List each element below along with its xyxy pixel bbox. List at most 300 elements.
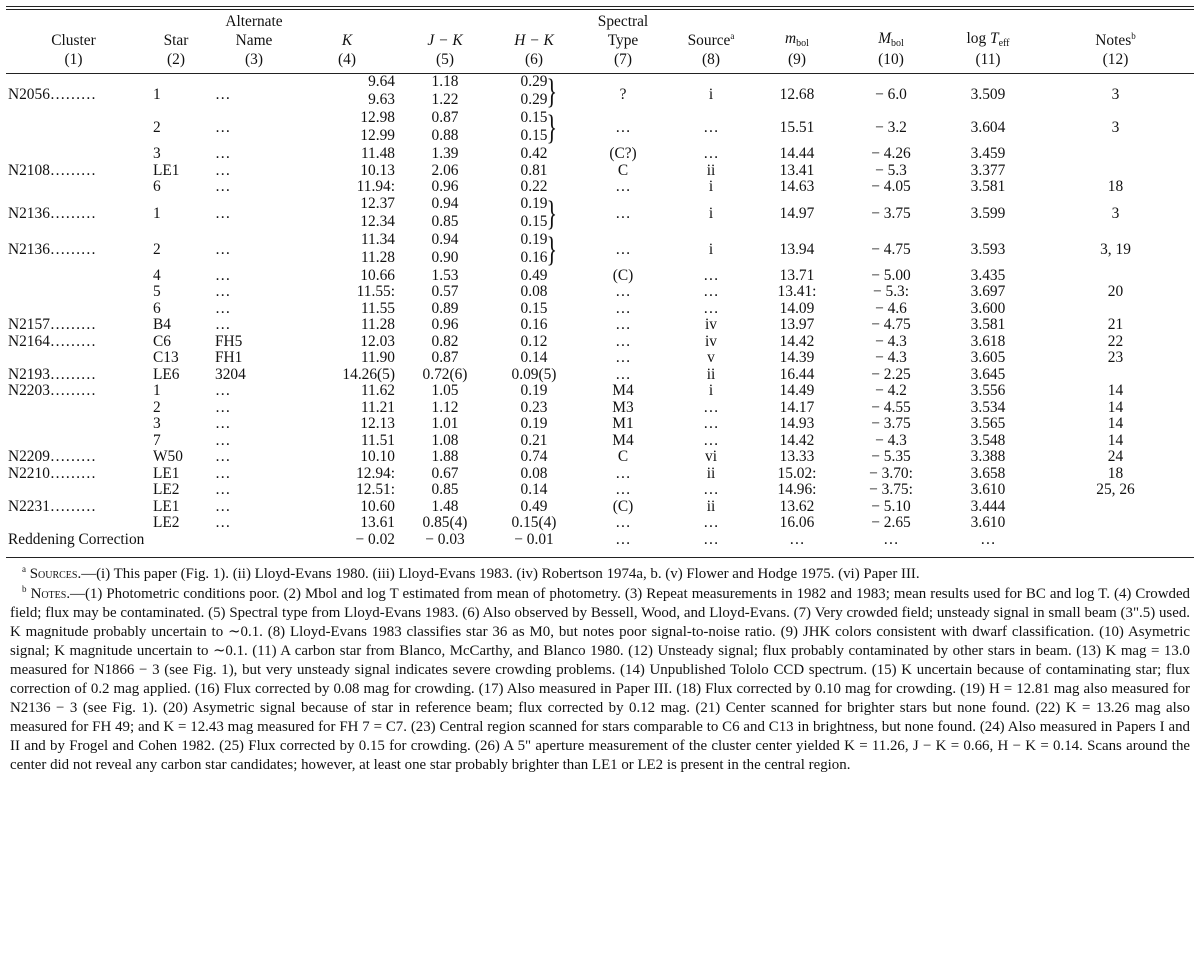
h-k-cell: 0.09(5)	[511, 365, 557, 383]
table-row	[6, 74, 1194, 111]
table-row	[6, 232, 1194, 268]
cluster-cell	[6, 400, 141, 416]
m-bol-cell: 16.06	[779, 514, 815, 532]
source-cell: …	[703, 415, 719, 433]
log-teff-cell: 3.610	[970, 481, 1006, 499]
j-k-cell: 0.72(6)	[422, 365, 468, 383]
log-teff-cell: 3.599	[970, 204, 1006, 222]
star-cell: W50	[153, 448, 183, 466]
spectral-type-cell: …	[615, 316, 631, 334]
j-k-cell: 1.39	[431, 145, 459, 163]
alternate-name-cell: …	[215, 86, 231, 104]
spectral-type-cell: C	[617, 448, 629, 466]
cluster-cell	[6, 482, 141, 498]
star-cell: B4	[153, 316, 171, 334]
table-row	[6, 499, 1194, 515]
notes-cell: 14	[1107, 431, 1124, 449]
column-header-12: Notes$^b$ (12)	[1037, 10, 1194, 74]
header-row	[6, 10, 1194, 74]
m-bol-cell: 13.62	[779, 497, 815, 515]
alternate-name-cell: …	[215, 266, 231, 284]
M-bol-cell: − 4.75	[871, 316, 911, 334]
table-row	[6, 163, 1194, 179]
j-k-cell: 0.89	[431, 299, 459, 317]
source-cell: ii	[706, 161, 716, 179]
M-bol-cell: − 3.2	[875, 119, 907, 137]
source-cell: …	[703, 299, 719, 317]
log-teff-cell: 3.605	[970, 349, 1006, 367]
alternate-name-cell: …	[215, 316, 231, 334]
M-bol-cell: …	[883, 530, 899, 548]
cluster-cell: N2164………	[8, 332, 97, 350]
log-teff-cell: 3.581	[970, 316, 1006, 334]
footnote-a	[10, 564, 1190, 584]
cluster-cell: N2108………	[8, 161, 97, 179]
j-k-cell: − 0.03	[425, 530, 465, 548]
j-k-cell: 1.05	[431, 382, 459, 400]
source-cell: …	[703, 119, 719, 137]
M-bol-cell: − 2.65	[871, 514, 911, 532]
star-cell: 2	[153, 398, 161, 416]
alternate-name-cell: …	[215, 119, 231, 137]
table-header	[6, 10, 1194, 74]
cluster-cell	[6, 301, 141, 317]
M-bol-cell: − 3.75	[871, 204, 911, 222]
alternate-name-cell: …	[215, 514, 231, 532]
notes-cell: 3	[1111, 119, 1120, 137]
brace-mark: }	[546, 107, 557, 148]
brace-mark: }	[546, 192, 557, 233]
footnotes	[6, 558, 1194, 775]
k-cell: 9.64 9.63	[368, 73, 395, 109]
spectral-type-cell: …	[615, 365, 631, 383]
M-bol-cell: − 4.3	[875, 349, 907, 367]
footnote-b-heading: Notes.	[30, 586, 71, 602]
cluster-cell	[6, 284, 141, 300]
star-cell: 3	[153, 145, 161, 163]
k-cell: 12.94:	[356, 464, 395, 482]
h-k-cell: 0.15 0.15 }	[520, 107, 557, 148]
h-k-cell: 0.14	[520, 481, 548, 499]
m-bol-cell: 13.41:	[777, 283, 817, 301]
log-teff-cell: 3.534	[970, 398, 1006, 416]
notes-cell: 3, 19	[1100, 240, 1131, 258]
M-bol-cell: − 5.3	[875, 161, 907, 179]
table-row	[6, 416, 1194, 432]
m-bol-cell: …	[789, 530, 805, 548]
alternate-name-cell: …	[215, 145, 231, 163]
log-teff-cell: 3.593	[970, 240, 1006, 258]
cluster-cell	[6, 179, 141, 195]
cluster-cell	[6, 350, 141, 366]
M-bol-cell: − 5.00	[871, 266, 911, 284]
column-header-2: Star (2)	[141, 10, 211, 74]
alternate-name-cell: …	[215, 299, 231, 317]
spectral-type-cell: C	[617, 161, 629, 179]
notes-cell	[1037, 163, 1194, 179]
h-k-cell: 0.42	[520, 145, 548, 163]
j-k-cell: 0.96	[431, 178, 459, 196]
M-bol-cell: − 4.6	[875, 299, 907, 317]
table-row	[6, 268, 1194, 284]
spectral-type-cell: …	[615, 481, 631, 499]
source-cell: ii	[706, 497, 716, 515]
source-cell: v	[707, 349, 715, 367]
k-cell: 12.03	[360, 332, 395, 350]
notes-cell	[1037, 515, 1194, 531]
cluster-cell: N2209………	[8, 448, 97, 466]
m-bol-cell: 14.93	[779, 415, 815, 433]
source-cell: …	[703, 514, 719, 532]
source-cell: …	[703, 398, 719, 416]
m-bol-cell: 14.97	[779, 204, 815, 222]
j-k-cell: 1.08	[431, 431, 459, 449]
j-k-cell: 0.96	[431, 316, 459, 334]
h-k-cell: 0.19	[520, 415, 548, 433]
spectral-type-cell: …	[615, 514, 631, 532]
k-cell: 10.13	[360, 161, 395, 179]
source-cell: i	[708, 86, 714, 104]
M-bol-cell: − 4.2	[875, 382, 907, 400]
M-bol-cell: − 2.25	[871, 365, 911, 383]
notes-cell	[1037, 268, 1194, 284]
source-cell: i	[708, 204, 714, 222]
alternate-name-cell: FH5	[215, 332, 243, 350]
cluster-cell: N2210………	[8, 464, 97, 482]
spectral-type-cell: …	[615, 299, 631, 317]
alternate-name-cell: …	[215, 283, 231, 301]
notes-cell: 3	[1111, 86, 1120, 104]
m-bol-cell: 16.44	[779, 365, 815, 383]
alternate-name-cell: …	[215, 481, 231, 499]
k-cell: 11.55:	[356, 283, 395, 301]
log-teff-cell: 3.581	[970, 178, 1006, 196]
m-bol-cell: 13.71	[779, 266, 815, 284]
table-row	[6, 301, 1194, 317]
cluster-cell: N2136………	[8, 204, 97, 222]
k-cell: 12.98 12.99	[360, 109, 395, 145]
j-k-cell: 0.67	[431, 464, 459, 482]
log-teff-cell: 3.565	[970, 415, 1006, 433]
star-cell: LE1	[153, 497, 180, 515]
k-cell: 11.90	[360, 349, 395, 367]
star-cell: 2	[153, 240, 161, 258]
notes-cell: 20	[1107, 283, 1124, 301]
notes-cell: 3	[1111, 204, 1120, 222]
log-teff-cell: 3.444	[970, 497, 1006, 515]
h-k-cell: 0.15(4)	[511, 514, 557, 532]
h-k-cell: 0.14	[520, 349, 548, 367]
notes-cell: 18	[1107, 464, 1124, 482]
cluster-cell	[6, 433, 141, 449]
j-k-cell: 0.85(4)	[422, 514, 468, 532]
source-cell: i	[708, 382, 714, 400]
spectral-type-cell: …	[615, 349, 631, 367]
source-cell: iv	[705, 332, 717, 350]
M-bol-cell: − 3.70:	[869, 464, 913, 482]
star-cell: 5	[153, 283, 161, 301]
source-cell: iv	[705, 316, 717, 334]
source-cell: i	[708, 178, 714, 196]
log-teff-cell: …	[980, 530, 996, 548]
log-teff-cell: 3.610	[970, 514, 1006, 532]
alternate-name-cell: FH1	[215, 349, 243, 367]
log-teff-cell: 3.604	[970, 119, 1006, 137]
cluster-cell	[6, 515, 141, 531]
source-cell: vi	[705, 448, 717, 466]
log-teff-cell: 3.377	[970, 161, 1006, 179]
table-row	[6, 317, 1194, 333]
m-bol-cell: 14.17	[779, 398, 815, 416]
m-bol-cell: 14.49	[779, 382, 815, 400]
star-cell: 2	[153, 119, 161, 137]
alternate-name-cell: …	[215, 240, 231, 258]
k-cell: 11.28	[360, 316, 395, 334]
h-k-cell: 0.23	[520, 398, 548, 416]
j-k-cell: 0.94 0.85	[431, 194, 459, 230]
j-k-cell: 1.01	[431, 415, 459, 433]
footnote-a-text: —(i) This paper (Fig. 1). (ii) Lloyd-Evans 1980. (iii) Lloyd-Evans 1983. (iv) Robertson 1974a, b. (v) Flower and Hodge 1975. (vi) Paper III.	[81, 566, 920, 582]
footnote-b-text: —(1) Photometric conditions poor. (2) Mbol and log T estimated from mean of photometry. (3) Repeat measurements in 1982 and 1983; mean results used for BC and log T. (4) Crowded field; flux may be contaminated. (5) Spectral type from Lloyd-Evans 1983. (6) Also observed by Bessell, Wood, and Lloyd-Evans. (7) Very crowded field; unsteady signal in small beam (3".5) used. K magnitude probably uncertain to ∼0.1. (8) Lloyd-Evans 1983 classifies star 36 as M0, but notes poor signal-to-noise ratio. (9) JHK colors consistent with dwarf classification. (10) Asymetric signal; K magnitude uncertain to ∼0.1. (11) A carbon star from Blanco, McCarthy, and Blanco 1980. (12) Unsteady signal; flux probably contaminated by other stars in beam. (13) K mag = 13.0 measured for N1866 − 3 (see Fig. 1), but very unsteady signal indicates severe crowding problems. (14) Unpublished Tololo CCD spectrum. (15) K uncertain because of contaminating star; flux correction of 0.2 mag applied. (16) Flux corrected by 0.08 mag for crowding. (17) Also measured in Paper III. (18) Flux corrected by 0.10 mag for crowding. (19) H = 12.81 mag also measured for N2136 − 3 (see Fig. 1). (20) Asymetric signal because of star in reference beam; flux corrected by 0.12 mag. (21) Center scanned for brighter stars but none found. (22) K = 13.26 mag also measured for FH 49; and K = 12.43 mag measured for FH 7 = C7. (23) Central region scanned for stars comparable to C6 and C13 in brightness, but none found. (24) Also measured in Papers I and II and by Frogel and Cohen 1982. (25) Flux corrected by 0.15 for crowding. (26) A 5" aperture measurement of the cluster center yielded K = 11.26, J − K = 0.66, H − K = 0.14. Scans around the center did not reveal any carbon star candidates; however, at least one star probably brighter than LE1 or LE2 is present in the central region.	[10, 586, 1190, 774]
alternate-name-cell: …	[215, 497, 231, 515]
h-k-cell: 0.19 0.15 }	[520, 192, 557, 233]
m-bol-cell: 15.51	[779, 119, 815, 137]
k-cell: 13.61	[360, 514, 395, 532]
spectral-type-cell: …	[615, 178, 631, 196]
k-cell: 11.21	[360, 398, 395, 416]
h-k-cell: − 0.01	[514, 530, 554, 548]
cluster-cell: N2157………	[8, 316, 97, 334]
spectral-type-cell: ?	[619, 86, 627, 104]
h-k-cell: 0.08	[520, 283, 548, 301]
notes-cell	[1037, 146, 1194, 162]
column-header-6: H − K (6)	[493, 10, 575, 74]
M-bol-cell: − 5.35	[871, 448, 911, 466]
h-k-cell: 0.08	[520, 464, 548, 482]
h-k-cell: 0.19	[520, 382, 548, 400]
spectral-type-cell: (C)	[612, 497, 634, 515]
log-teff-cell: 3.618	[970, 332, 1006, 350]
m-bol-cell: 14.09	[779, 299, 815, 317]
star-cell: C13	[153, 349, 179, 367]
k-cell: 10.10	[360, 448, 395, 466]
m-bol-cell: 14.96:	[777, 481, 817, 499]
source-cell: ii	[706, 464, 716, 482]
spectral-type-cell: …	[615, 240, 631, 258]
notes-cell: 21	[1107, 316, 1124, 334]
m-bol-cell: 12.68	[779, 86, 815, 104]
spectral-type-cell: …	[615, 283, 631, 301]
notes-cell	[1037, 532, 1194, 551]
j-k-cell: 1.12	[431, 398, 459, 416]
m-bol-cell: 14.63	[779, 178, 815, 196]
j-k-cell: 0.85	[431, 481, 459, 499]
spectral-type-cell: …	[615, 464, 631, 482]
source-cell: …	[703, 266, 719, 284]
table-row	[6, 110, 1194, 146]
star-cell: LE6	[153, 365, 180, 383]
column-header-9: $m_{bol}$ (9)	[751, 10, 843, 74]
notes-cell: 14	[1107, 398, 1124, 416]
log-teff-cell: 3.556	[970, 382, 1006, 400]
table-row	[6, 179, 1194, 195]
h-k-cell: 0.12	[520, 332, 548, 350]
j-k-cell: 0.94 0.90	[431, 230, 459, 266]
alternate-name-cell: …	[215, 178, 231, 196]
j-k-cell: 1.18 1.22	[431, 73, 459, 109]
footnote-b	[10, 584, 1190, 775]
alternate-name-cell: …	[215, 415, 231, 433]
column-header-11: $\log T_{eff}$ (11)	[939, 10, 1037, 74]
notes-cell: 18	[1107, 178, 1124, 196]
table-row	[6, 350, 1194, 366]
k-cell: 11.62	[360, 382, 395, 400]
notes-cell: 22	[1107, 332, 1124, 350]
table-row	[6, 334, 1194, 350]
source-cell: i	[708, 240, 714, 258]
star-cell: 7	[153, 431, 161, 449]
table-row	[6, 466, 1194, 482]
j-k-cell: 0.87	[431, 349, 459, 367]
log-teff-cell: 3.509	[970, 86, 1006, 104]
notes-cell	[1037, 367, 1194, 383]
table-row	[6, 146, 1194, 162]
spectral-type-cell: …	[615, 119, 631, 137]
m-bol-cell: 14.42	[779, 431, 815, 449]
table-row	[6, 515, 1194, 531]
notes-cell: 14	[1107, 415, 1124, 433]
M-bol-cell: − 3.75:	[869, 481, 913, 499]
j-k-cell: 1.53	[431, 266, 459, 284]
spectral-type-cell: M4	[612, 382, 634, 400]
k-cell: 12.13	[360, 415, 395, 433]
h-k-cell: 0.74	[520, 448, 548, 466]
k-cell: 12.51:	[356, 481, 395, 499]
table-row	[6, 383, 1194, 399]
brace-mark: }	[546, 228, 557, 269]
table-row	[6, 367, 1194, 383]
alternate-name-cell: …	[215, 398, 231, 416]
column-header-7: Spectral Type (7)	[575, 10, 671, 74]
column-header-5: J − K (5)	[397, 10, 493, 74]
column-header-3: Alternate Name (3)	[211, 10, 297, 74]
footnote-b-mark: b	[22, 584, 27, 595]
column-header-4: K (4)	[297, 10, 397, 74]
notes-cell: 23	[1107, 349, 1124, 367]
alternate-name-cell: 3204	[215, 365, 246, 383]
table-row	[6, 433, 1194, 449]
star-cell: LE2	[153, 514, 180, 532]
M-bol-cell: − 4.55	[871, 398, 911, 416]
source-cell: …	[703, 145, 719, 163]
spectral-type-cell: …	[615, 204, 631, 222]
log-teff-cell: 3.697	[970, 283, 1006, 301]
j-k-cell: 0.82	[431, 332, 459, 350]
m-bol-cell: 13.97	[779, 316, 815, 334]
cluster-cell: N2203………	[8, 382, 97, 400]
footnote-a-heading: Sources.	[29, 566, 82, 582]
spectral-type-cell: …	[615, 332, 631, 350]
M-bol-cell: − 5.10	[871, 497, 911, 515]
log-teff-cell: 3.435	[970, 266, 1006, 284]
j-k-cell: 0.87 0.88	[431, 109, 459, 145]
j-k-cell: 1.48	[431, 497, 459, 515]
m-bol-cell: 14.42	[779, 332, 815, 350]
alternate-name-cell: …	[215, 448, 231, 466]
table-row	[6, 532, 1194, 551]
star-cell: 6	[153, 299, 161, 317]
j-k-cell: 0.57	[431, 283, 459, 301]
M-bol-cell: − 4.75	[871, 240, 911, 258]
M-bol-cell: − 4.05	[871, 178, 911, 196]
star-cell: LE1	[153, 464, 180, 482]
source-cell: …	[703, 283, 719, 301]
alternate-name-cell: …	[215, 161, 231, 179]
log-teff-cell: 3.600	[970, 299, 1006, 317]
h-k-cell: 0.19 0.16 }	[520, 228, 557, 269]
k-cell: 14.26(5)	[342, 365, 395, 383]
log-teff-cell: 3.645	[970, 365, 1006, 383]
h-k-cell: 0.22	[520, 178, 548, 196]
source-cell: …	[703, 481, 719, 499]
k-cell: 12.37 12.34	[360, 194, 395, 230]
h-k-cell: 0.29 0.29 }	[520, 71, 557, 112]
M-bol-cell: − 3.75	[871, 415, 911, 433]
notes-cell: 25, 26	[1096, 481, 1135, 499]
star-cell: 6	[153, 178, 161, 196]
spectral-type-cell: …	[615, 530, 631, 548]
cluster-cell	[6, 416, 141, 432]
spectral-type-cell: M4	[612, 431, 634, 449]
k-cell: 11.48	[360, 145, 395, 163]
column-header-10: $M_{bol}$ (10)	[843, 10, 939, 74]
k-cell: 11.94:	[356, 178, 395, 196]
h-k-cell: 0.49	[520, 266, 548, 284]
M-bol-cell: − 4.26	[871, 145, 911, 163]
spectral-type-cell: M1	[612, 415, 634, 433]
table-row	[6, 400, 1194, 416]
cluster-cell: N2136………	[8, 240, 97, 258]
cluster-cell	[6, 110, 141, 146]
spectral-type-cell: (C?)	[609, 145, 637, 163]
notes-cell	[1037, 301, 1194, 317]
h-k-cell: 0.15	[520, 299, 548, 317]
brace-mark: }	[546, 71, 557, 112]
source-cell: ii	[706, 365, 716, 383]
M-bol-cell: − 4.3	[875, 332, 907, 350]
k-cell: 11.55	[360, 299, 395, 317]
table-row	[6, 196, 1194, 232]
notes-cell: 14	[1107, 382, 1124, 400]
alternate-name-cell: …	[215, 464, 231, 482]
k-cell: 11.34 11.28	[360, 230, 395, 266]
m-bol-cell: 13.33	[779, 448, 815, 466]
cluster-cell: N2193………	[8, 365, 97, 383]
cluster-cell	[6, 268, 141, 284]
M-bol-cell: − 6.0	[875, 86, 907, 104]
star-cell: 1	[153, 86, 161, 104]
k-cell: 10.66	[360, 266, 395, 284]
table-row	[6, 284, 1194, 300]
log-teff-cell: 3.388	[970, 448, 1006, 466]
cluster-cell: N2231………	[8, 497, 97, 515]
star-cell: 4	[153, 266, 161, 284]
star-cell: LE1	[153, 161, 180, 179]
cluster-cell	[6, 146, 141, 162]
k-cell: 10.60	[360, 497, 395, 515]
star-cell: 1	[153, 382, 161, 400]
k-cell: − 0.02	[355, 530, 395, 548]
